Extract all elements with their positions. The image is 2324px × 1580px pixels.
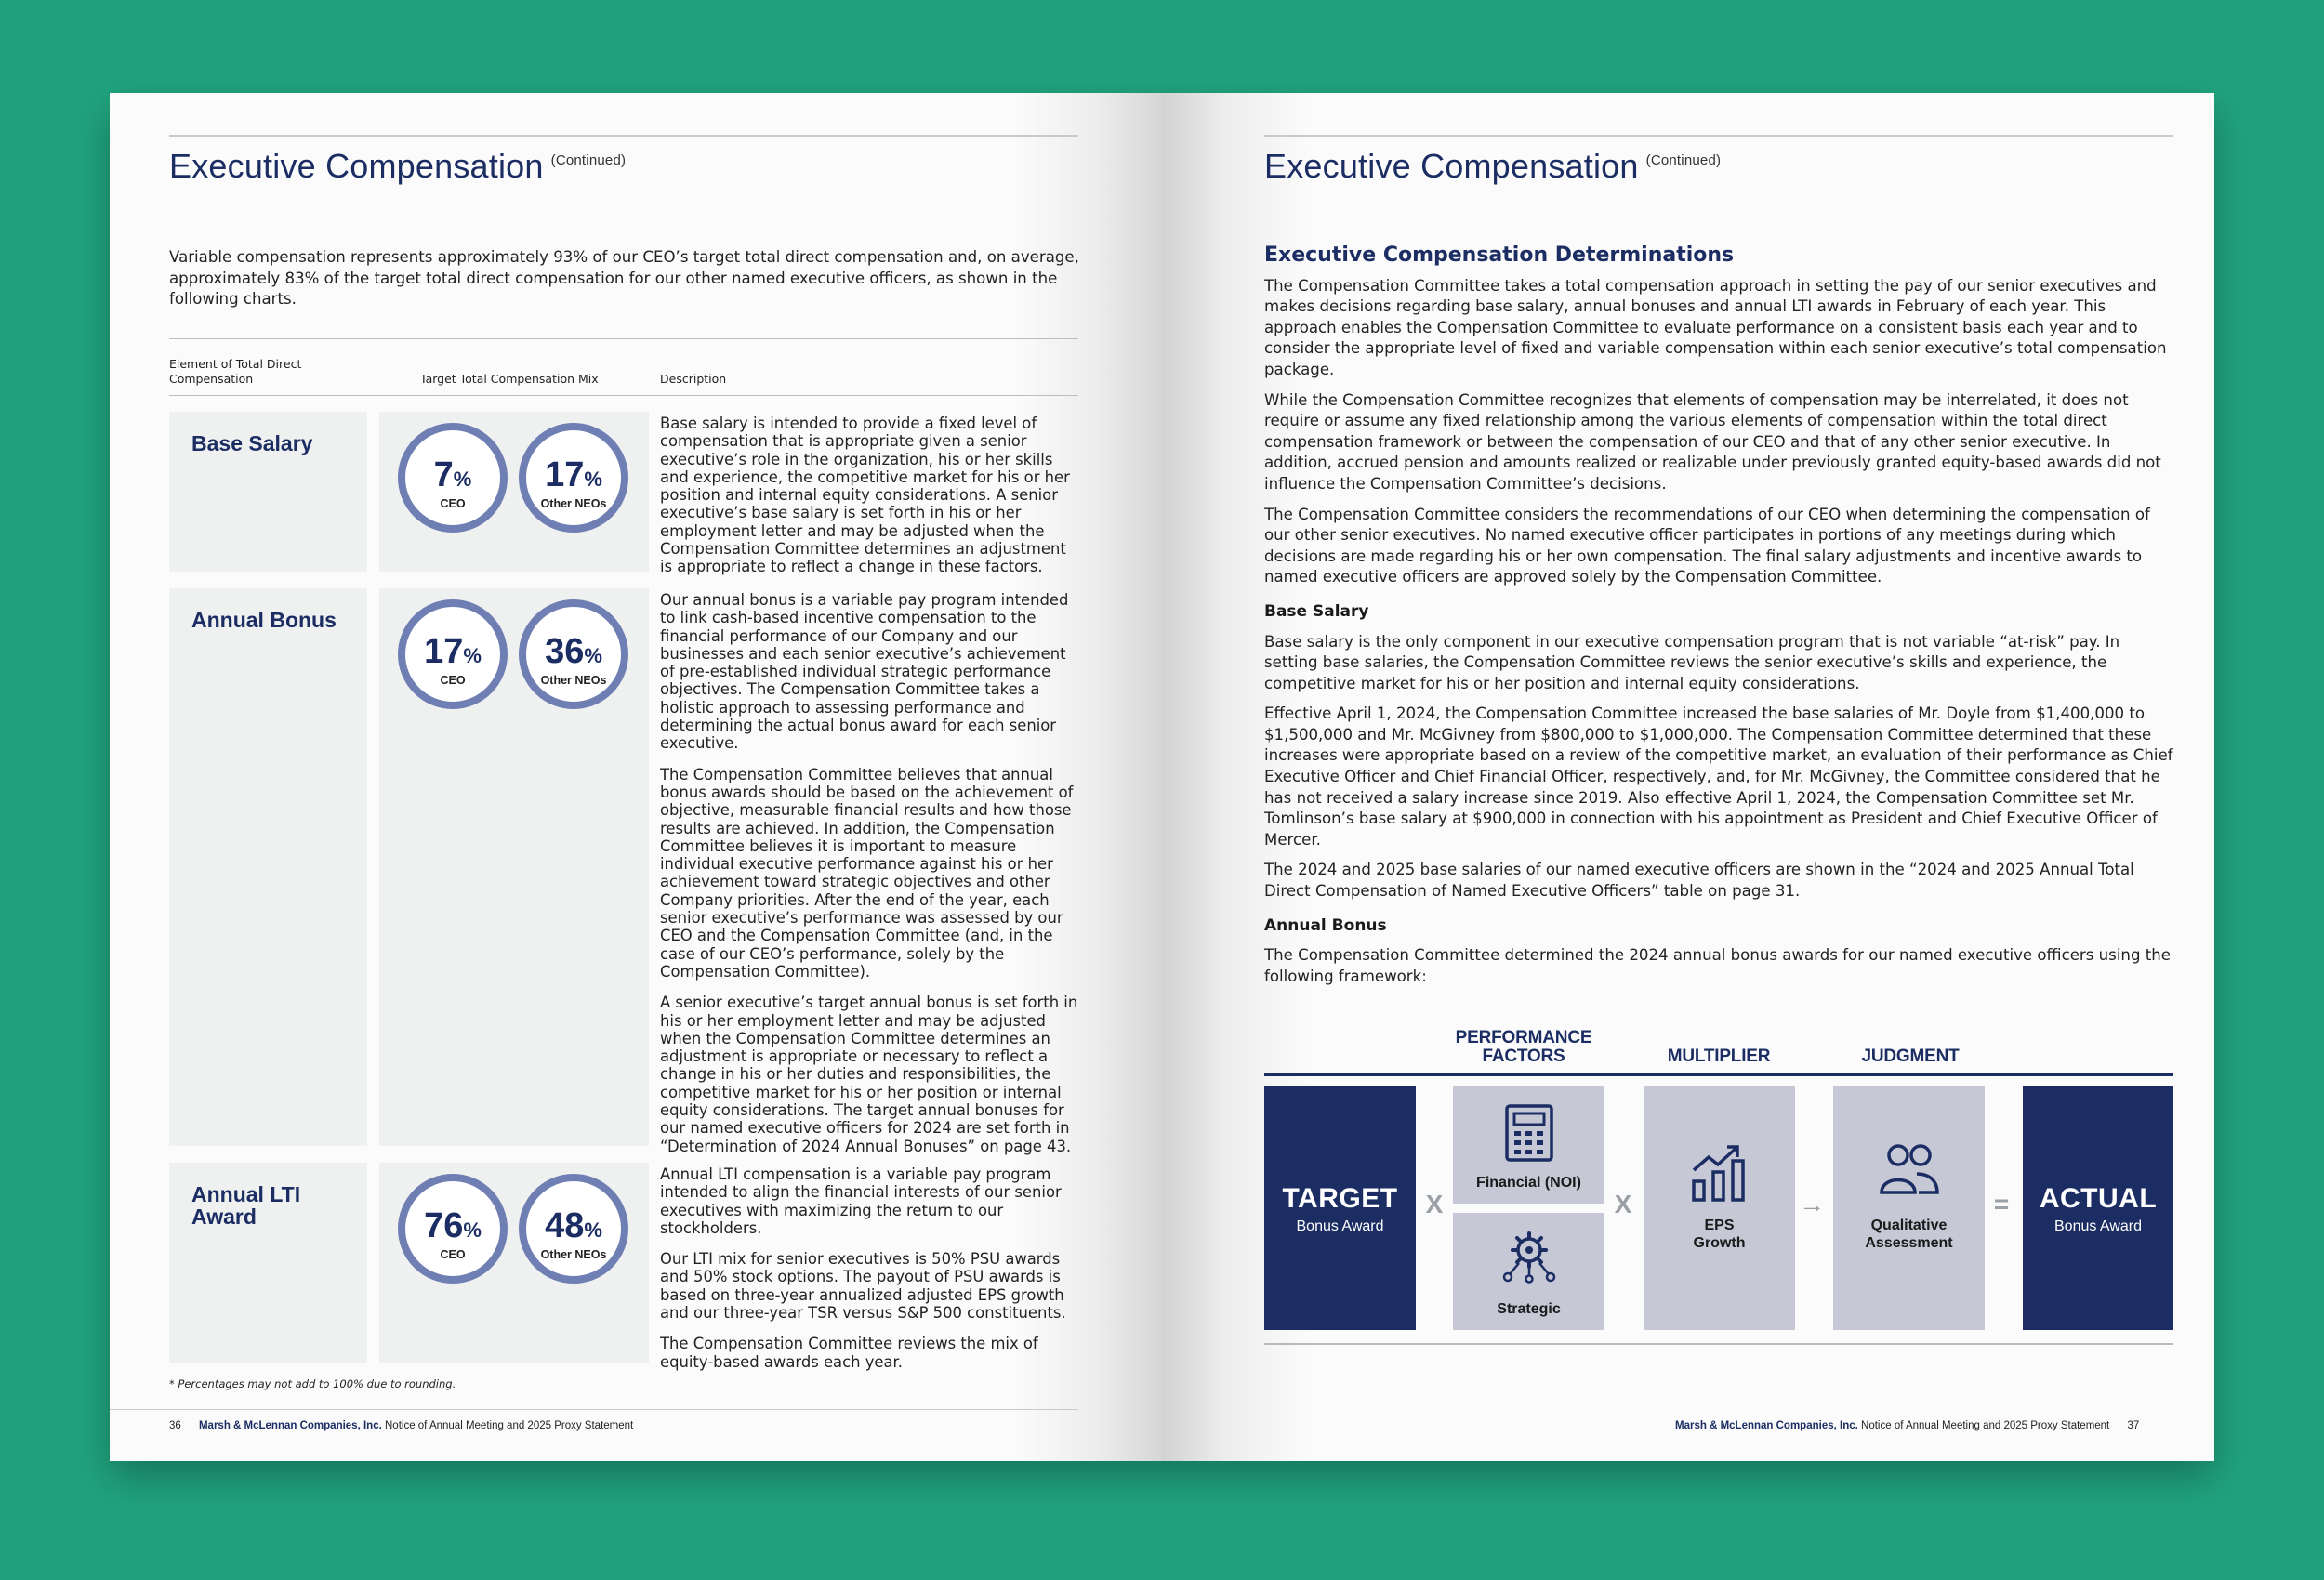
annual-bonus-title: Annual Bonus <box>1264 915 1387 935</box>
eps-growth-box: EPS Growth <box>1644 1086 1795 1330</box>
paragraph: The 2024 and 2025 base salaries of our named executive officers are shown in the “2024 and 2025 Annual Total Direct Compensation of Named Executive Officers” table on page 31. <box>1264 861 2134 901</box>
financial-noi-box: Financial (NOI) <box>1453 1086 1604 1204</box>
bar-chart-growth-icon <box>1688 1142 1750 1204</box>
multiply-operator: X <box>1614 1190 1632 1218</box>
element-label: Annual LTI Award <box>191 1182 301 1229</box>
rounding-footnote: * Percentages may not add to 100% due to rounding. <box>169 1377 456 1390</box>
gear-network-icon <box>1500 1226 1558 1284</box>
base-salary-title: Base Salary <box>1264 601 1369 621</box>
continued-label: (Continued) <box>1645 152 1722 168</box>
paragraph: Effective April 1, 2024, the Compensation Committee increased the base salaries of Mr. Doyle from $1,400,000 to $1,500,000 and Mr. McGivney from $800,000 to $1,000,000. The Compensation Committee determined that these increases were appropriate based on a review of the competitive market, an evaluation of their performance as Chief Executive Officer and Chief Financial Officer, respectively, and, for Mr. McGivney, the Committee considered that he has not received a salary increase since 2019. Also effective April 1, 2024, the Compensation Committee set Mr. Tomlinson’s base salary at $900,000 in connection with his appointment as President and Chief Executive Officer of Mercer. <box>1264 704 2173 849</box>
row-lti-label-cell <box>169 1163 367 1363</box>
intro-paragraph: Variable compensation represents approximately 93% of our CEO’s target total direct compensation and, on average, approximately 83% of the target total direct compensation for our other named executive officers, as shown in the following charts. <box>169 248 1079 309</box>
row-base-salary-label-cell <box>169 412 367 572</box>
page-title-right: Executive Compensation $^{(Continued)}$ <box>1264 147 1722 185</box>
right-page-body <box>1264 245 2175 996</box>
table-header-rule <box>169 395 1078 396</box>
row-annual-bonus-mix-cell <box>379 588 649 1146</box>
neo-mix-ring: 36% Other NEOs <box>519 599 628 709</box>
target-bonus-box: TARGET Bonus Award <box>1264 1086 1416 1330</box>
head-performance-factors: PERFORMANCE FACTORS <box>1455 1028 1592 1066</box>
neo-mix-ring: 48% Other NEOs <box>519 1174 628 1284</box>
row-lti-mix-cell <box>379 1163 649 1363</box>
footer-company: Marsh & McLennan Companies, Inc. <box>1675 1420 1858 1431</box>
multiply-operator: X <box>1425 1190 1444 1218</box>
ceo-mix-ring: 76% CEO <box>398 1174 508 1284</box>
continued-label: (Continued) <box>550 152 627 168</box>
element-label: Base Salary <box>191 431 313 455</box>
top-rule <box>169 135 1078 137</box>
arrow-operator: → <box>1799 1190 1825 1218</box>
section-title: Executive Compensation Determinations <box>1264 244 1735 267</box>
calculator-icon <box>1504 1103 1554 1163</box>
column-header-element: Element of Total Direct Compensation <box>169 357 302 386</box>
paragraph: The Compensation Committee determined the 2024 annual bonus awards for our named executive officers using the following framework: <box>1264 946 2171 985</box>
proxy-statement-spread <box>110 93 2214 1461</box>
row-base-salary-description: Base salary is intended to provide a fixed level of compensation that is appropriate given a senior executive’s role in the organization, his or her skills and experience, the competitive market for his or her position and internal equity considerations. A senior executive’s base salary is set forth in his or her employment letter and may be adjusted when the Compensation Committee determines an adjustment is appropriate to reflect a change in these factors. <box>660 415 1070 576</box>
paragraph: The Compensation Committee considers the recommendations of our CEO when determining the compensation of our other senior executives. No named executive officer participates in portions of any meetings during which decisions are made regarding his or her own compensation. The final salary adjustments and incentive awards to named executive officers are approved solely by the Compensation Committee. <box>1264 505 2150 586</box>
page-footer <box>169 1420 633 1431</box>
page-footer-right <box>1675 1420 2139 1431</box>
row-base-salary-mix-cell <box>379 412 649 572</box>
qualitative-assessment-box: Qualitative Assessment <box>1833 1086 1985 1330</box>
page-number: 37 <box>2127 1420 2140 1431</box>
footer-document: Notice of Annual Meeting and 2025 Proxy Statement <box>385 1420 634 1431</box>
page-number: 36 <box>169 1420 181 1431</box>
table-top-rule <box>169 338 1078 339</box>
equals-operator: = <box>1993 1190 2010 1218</box>
footer-rule-right <box>110 1409 1019 1410</box>
framework-bottom-rule <box>1264 1343 2173 1345</box>
paragraph: The Compensation Committee takes a total compensation approach in setting the pay of our senior executives and makes decisions regarding base salary, annual bonuses and annual LTI awards in February of each year. This approach enables the Compensation Committee to evaluate performance on a consistent basis each year and to consider the appropriate level of fixed and variable compensation within each senior executive’s total compensation package. <box>1264 276 2167 378</box>
column-header-mix: Target Total Compensation Mix <box>420 372 599 386</box>
row-annual-bonus-label-cell <box>169 588 367 1146</box>
top-rule <box>1264 135 2173 137</box>
actual-bonus-box: ACTUAL Bonus Award <box>2023 1086 2173 1330</box>
head-multiplier: MULTIPLIER <box>1667 1047 1771 1066</box>
paragraph: Base salary is the only component in our executive compensation program that is not variable “at-risk” pay. In setting base salaries, the Compensation Committee reviews the senior executive’s skills and experience, the competitive market for his or her position and internal equity considerations. <box>1264 632 2120 692</box>
paragraph: While the Compensation Committee recognizes that elements of compensation may be interrelated, it does not require or assume any fixed relationship among the various elements of compensation within the total direct compensation framework or between the compensation of our CEO and that of any other senior executive. In addition, accrued pension and amounts realized or realizable under previously granted equity-based awards did not influence the Compensation Committee’s decisions. <box>1264 390 2161 493</box>
column-header-description: Description <box>660 372 727 386</box>
footer-document: Notice of Annual Meeting and 2025 Proxy Statement <box>1861 1420 2110 1431</box>
row-annual-bonus-description: Our annual bonus is a variable pay program intended to link cash-based incentive compensation to the financial performance of our Company and our businesses and each senior executive’s achievement of pre-established individual strategic performance objectives. The Compensation Committee takes a holistic approach to assessing performance and determining the actual bonus award for each senior executive. The Compensation Committee believes that annual bonus awards should be based on the achievement of objective, measurable financial results and how those results are achieved. In addition, the Compensation Committee believes it is important to measure individual executive performance against his or her achievement toward strategic objectives and other Company priorities. After the end of the year, each senior executive’s performance was assessed by our CEO and the Compensation Committee (and, in the case of our CEO’s performance, solely by the Compensation Committee). A senior executive’s target annual bonus is set forth in his or her employment letter and may be adjusted when the Compensation Committee determines an adjustment is appropriate or necessary to reflect a change in his or her duties and responsibilities, the competitive market for his or her position or internal equity considerations. The target annual bonuses for our named executive officers for 2024 are set forth in “Determination of 2024 Annual Bonuses” on page 43. <box>660 591 1078 1155</box>
ceo-mix-ring: 7% CEO <box>398 423 508 533</box>
framework-top-rule <box>1264 1073 2173 1076</box>
strategic-box: Strategic <box>1453 1213 1604 1330</box>
people-icon <box>1878 1142 1941 1198</box>
head-judgment: JUDGMENT <box>1861 1047 1960 1066</box>
neo-mix-ring: 17% Other NEOs <box>519 423 628 533</box>
element-label: Annual Bonus <box>191 608 337 632</box>
row-lti-description: Annual LTI compensation is a variable pay program intended to align the financial interests of our senior executives with maximizing the return to our stockholders. Our LTI mix for senior executives is 50% PSU awards and 50% stock options. The payout of PSU awards is based on three-year annualized adjusted EPS growth and our three-year TSR versus S&P 500 constituents. The Compensation Committee reviews the mix of equity-based awards each year. <box>660 1165 1066 1371</box>
page-36 <box>110 93 1162 1461</box>
ceo-mix-ring: 17% CEO <box>398 599 508 709</box>
footer-company: Marsh & McLennan Companies, Inc. <box>198 1420 382 1431</box>
page-title: Executive Compensation $^{(Continued)}$ <box>169 147 627 185</box>
